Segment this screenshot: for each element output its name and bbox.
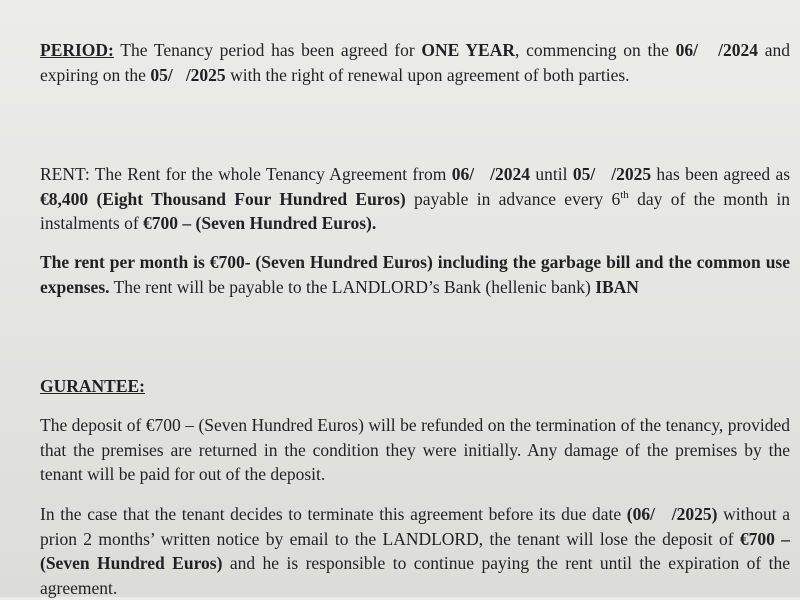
rent-monthly-clause bbox=[40, 250, 790, 299]
period-text-1: The Tenancy period has been agreed for bbox=[113, 40, 422, 60]
period-heading: PERIOD: bbox=[40, 40, 114, 60]
period-clause bbox=[40, 38, 790, 87]
termination-text-2: without a prion 2 months’ written notice by email to the LANDLORD, the tenant will lose the deposit of bbox=[40, 504, 790, 549]
period-text-3: and expiring on the bbox=[40, 40, 790, 85]
rent-text-3: has been agreed as bbox=[651, 164, 791, 184]
rent-iban: IBAN bbox=[595, 276, 639, 297]
rent-text-4: payable in advance every 6 bbox=[405, 188, 621, 209]
guarantee-termination-clause bbox=[40, 502, 790, 600]
rent-from-date: 06/ /2024 bbox=[451, 164, 531, 184]
rent-text-5: day of the month in instalments of bbox=[40, 188, 790, 233]
termination-due-date: (06/ /2025) bbox=[626, 504, 718, 524]
period-start-date: 06/ /2024 bbox=[675, 40, 758, 60]
rent-text-1: RENT: The Rent for the whole Tenancy Agreement from bbox=[40, 164, 452, 184]
termination-text-3: and he is responsible to continue paying the rent until the expiration of the agreement. bbox=[40, 553, 790, 598]
rent-until-date: 05/ /2025 bbox=[572, 164, 652, 184]
guarantee-deposit-text: The deposit of €700 – (Seven Hundred Euros) will be refunded on the termination of the tenancy, provided that the premises are returned in the condition they were initially. Any damage of the premises by the tenant will be paid for out of the deposit. bbox=[40, 415, 790, 484]
rent-clause bbox=[40, 162, 790, 236]
rent-monthly-text: The rent will be payable to the LANDLORD’s Bank (hellenic bank) bbox=[109, 276, 596, 297]
guarantee-heading-block bbox=[40, 374, 790, 399]
period-duration: ONE YEAR bbox=[421, 40, 516, 60]
period-text-4: with the right of renewal upon agreement of both parties. bbox=[225, 64, 630, 85]
rent-total: €8,400 (Eight Thousand Four Hundred Euros) bbox=[40, 188, 406, 209]
rent-monthly-bold: The rent per month is €700- (Seven Hundred Euros) including the garbage bill and the common use expenses. bbox=[40, 252, 790, 297]
termination-text-1: In the case that the tenant decides to terminate this agreement before its due date bbox=[40, 504, 627, 524]
rent-day-suffix: th bbox=[620, 188, 629, 201]
period-text-2: , commencing on the bbox=[515, 40, 676, 60]
guarantee-heading: GURANTEE: bbox=[40, 376, 146, 396]
period-end-date: 05/ /2025 bbox=[150, 64, 226, 85]
rent-instalment: €700 – (Seven Hundred Euros). bbox=[143, 213, 377, 233]
termination-deposit-amount: €700 – (Seven Hundred Euros) bbox=[40, 528, 790, 573]
rent-text-2: until bbox=[530, 164, 573, 184]
guarantee-deposit-clause bbox=[40, 413, 790, 487]
